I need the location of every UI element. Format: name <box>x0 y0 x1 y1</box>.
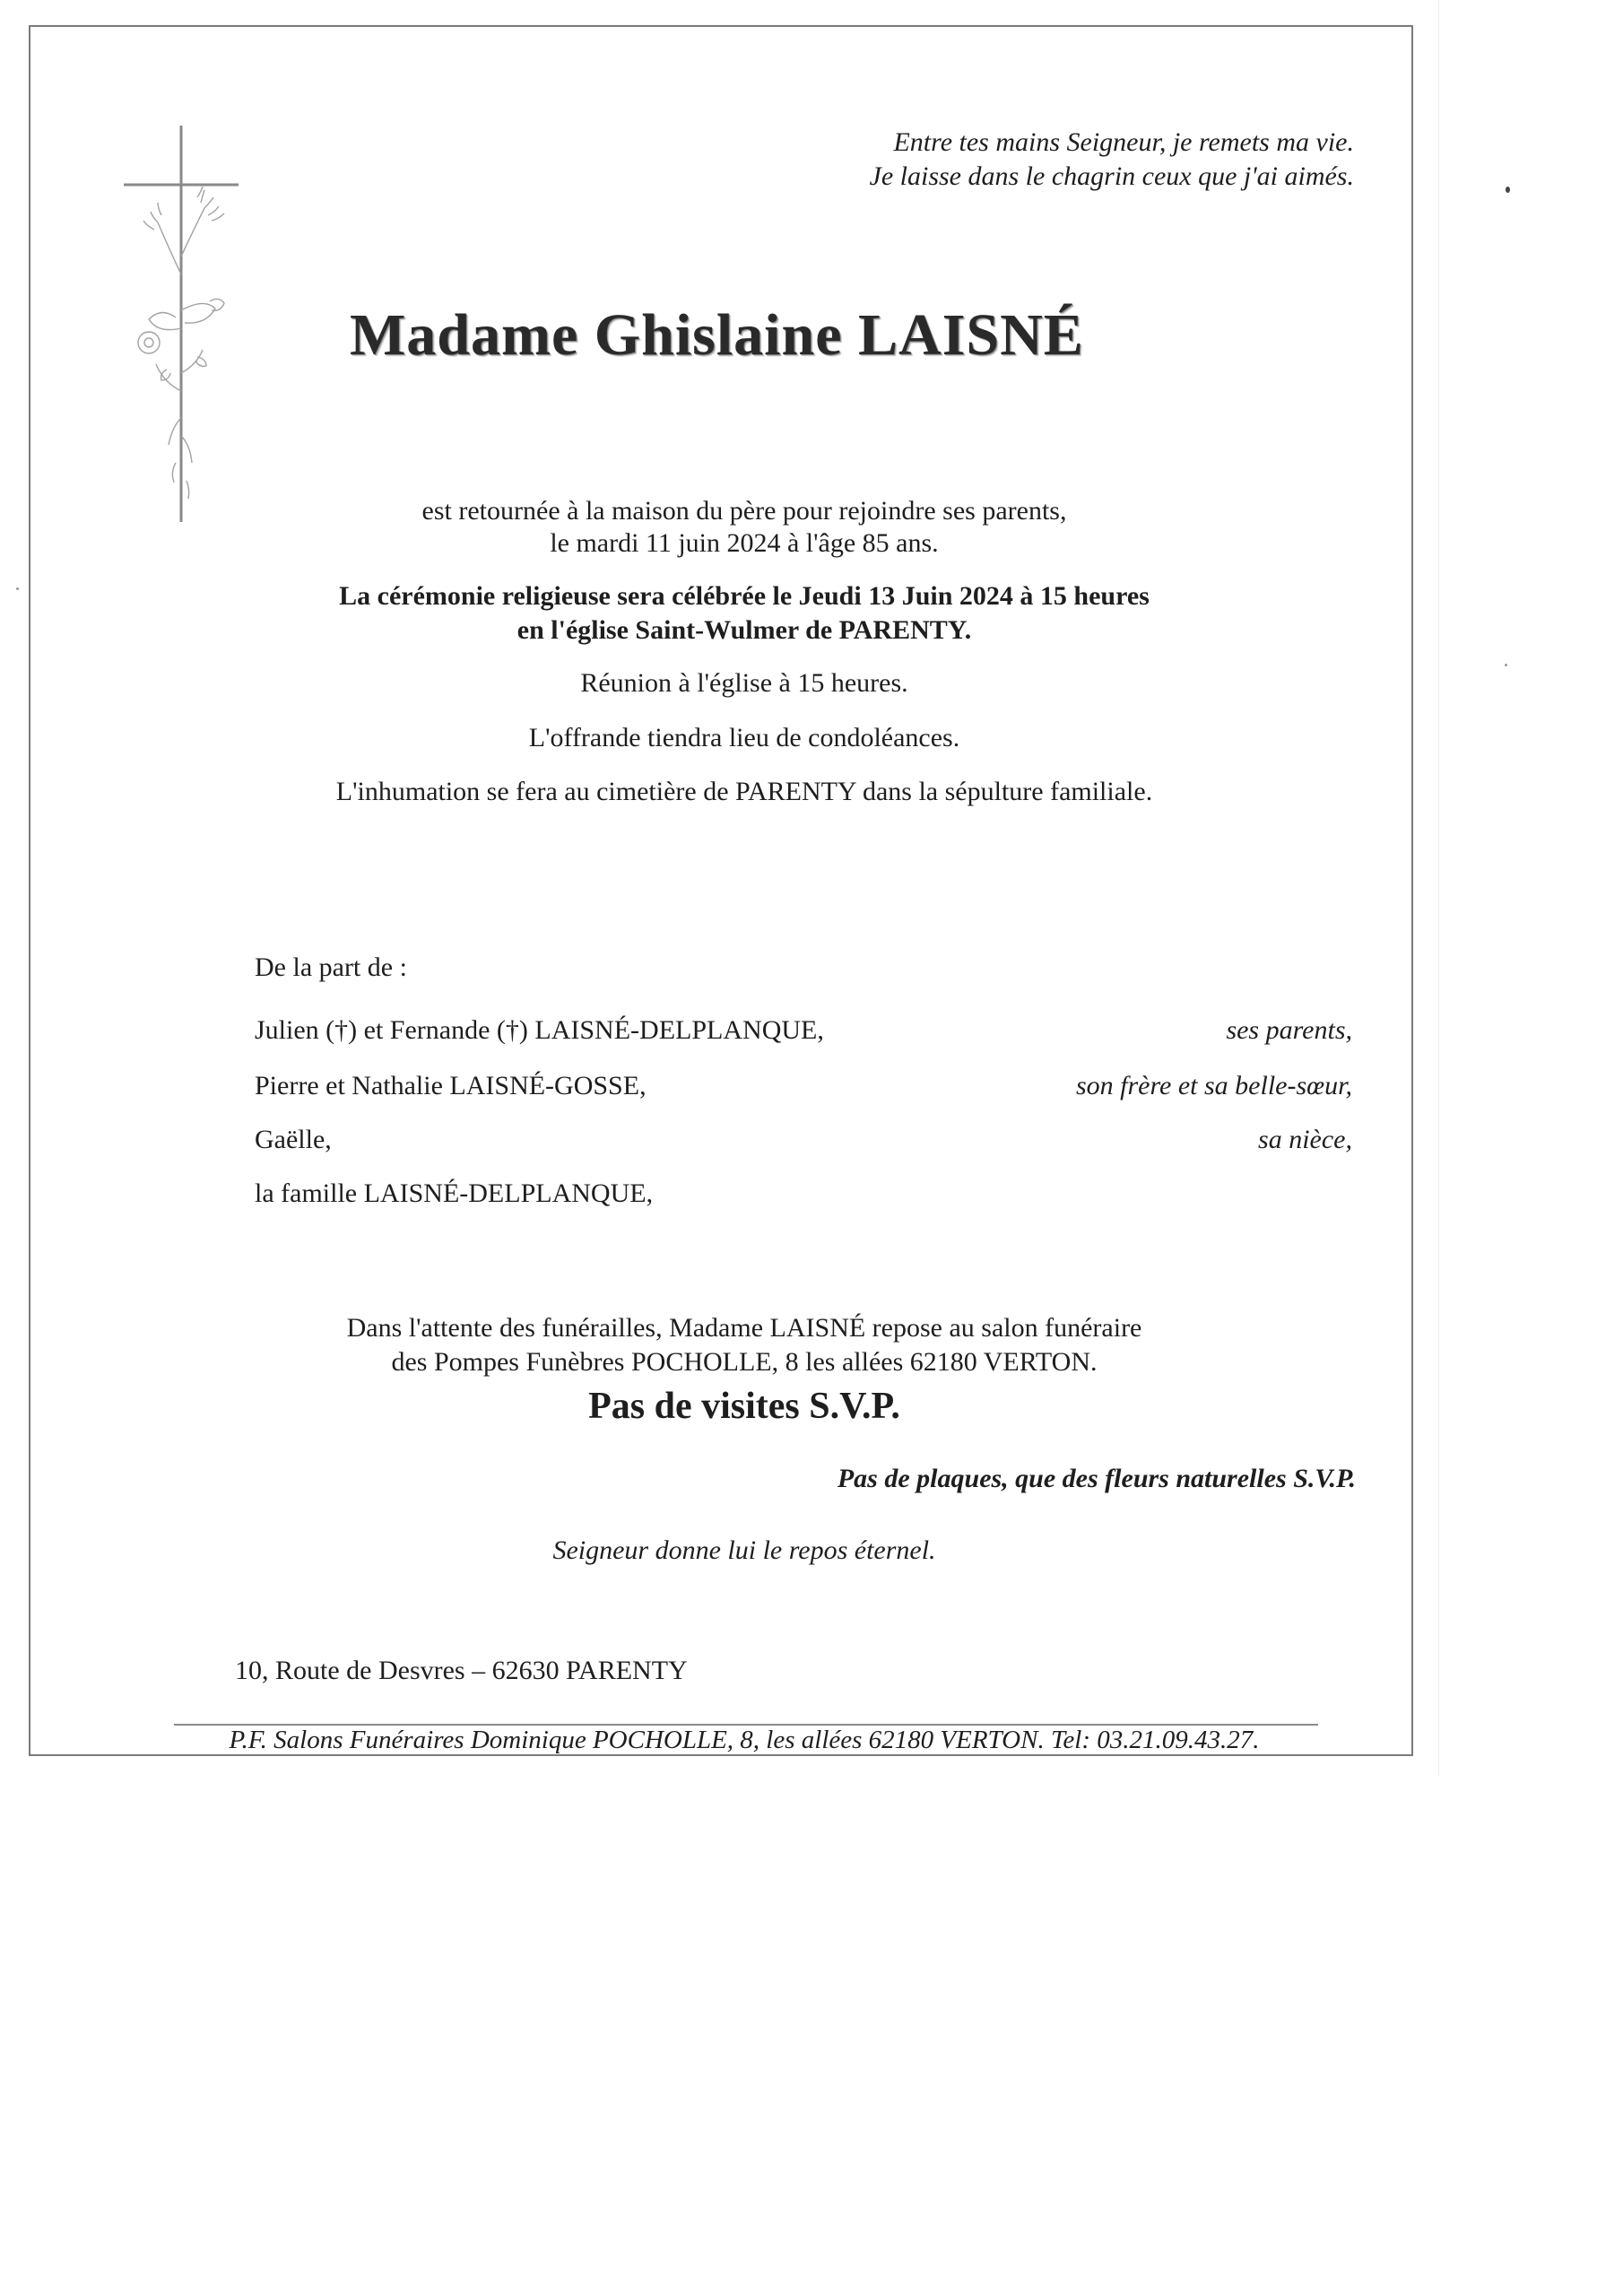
funeral-home-footer: P.F. Salons Funéraires Dominique POCHOLLE, 8, les allées 62180 VERTON. Tel: 03.21.09.43.27. <box>229 1726 1260 1754</box>
family-member-relation: sa nièce, <box>1258 1125 1352 1154</box>
quote-line-1: Entre tes mains Seigneur, je remets ma vie. <box>893 127 1354 157</box>
deceased-name: Madame Ghislaine LAISNÉ <box>350 302 1084 368</box>
scan-speck <box>1506 187 1510 193</box>
family-member-names: Gaëlle, <box>255 1125 332 1154</box>
scan-speck <box>16 587 19 590</box>
family-member-names: la famille LAISNÉ-DELPLANQUE, <box>255 1178 654 1208</box>
family-member-relation: ses parents, <box>1226 1015 1352 1045</box>
cross-icon <box>122 122 256 526</box>
flowers-note: Pas de plaques, que des fleurs naturelles S.V.P. <box>837 1464 1356 1493</box>
burial-note: L'inhumation se fera au cimetière de PARENTY dans la sépulture familiale. <box>335 777 1153 806</box>
scan-edge-line <box>1438 0 1439 1776</box>
ceremony-line-2: en l'église Saint-Wulmer de PARENTY. <box>516 615 972 645</box>
family-address: 10, Route de Desvres – 62630 PARENTY <box>235 1656 688 1685</box>
closing-prayer: Seigneur donne lui le repos éternel. <box>552 1535 936 1565</box>
family-member-names: Julien (†) et Fernande (†) LAISNÉ-DELPLANQUE, <box>255 1015 824 1045</box>
announcement-line-2: le mardi 11 juin 2024 à l'âge 85 ans. <box>550 528 939 558</box>
family-member-names: Pierre et Nathalie LAISNÉ-GOSSE, <box>255 1071 647 1100</box>
meeting-note: Réunion à l'église à 15 heures. <box>580 668 908 698</box>
quote-line-2: Je laisse dans le chagrin ceux que j'ai aimés. <box>869 161 1354 191</box>
visitation-line-1: Dans l'attente des funérailles, Madame LAISNÉ repose au salon funéraire <box>346 1313 1142 1343</box>
ceremony-line-1: La cérémonie religieuse sera célébrée le Jeudi 13 Juin 2024 à 15 heures <box>339 581 1150 611</box>
visitation-line-2: des Pompes Funèbres POCHOLLE, 8 les allées 62180 VERTON. <box>391 1347 1098 1377</box>
family-member-relation: son frère et sa belle-sœur, <box>1075 1071 1352 1100</box>
offering-note: L'offrande tiendra lieu de condoléances. <box>528 723 960 752</box>
announcement-line-1: est retournée à la maison du père pour rejoindre ses parents, <box>421 496 1067 526</box>
no-visits-note: Pas de visites S.V.P. <box>588 1386 900 1427</box>
scan-speck <box>1505 664 1507 666</box>
family-intro: De la part de : <box>255 952 407 982</box>
